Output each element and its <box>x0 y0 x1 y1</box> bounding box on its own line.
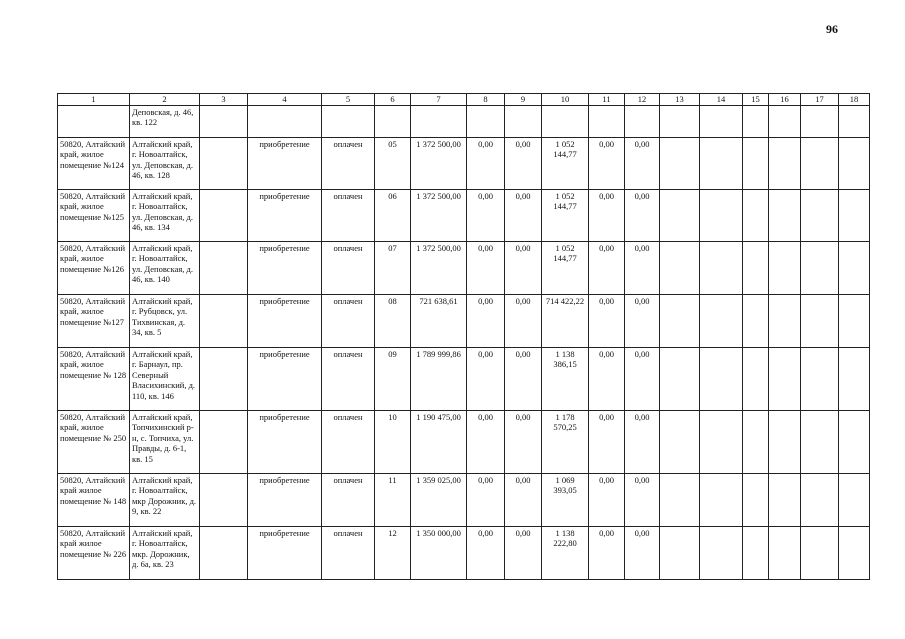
col11-value: 0,00 <box>589 347 625 410</box>
col12-value: 0,00 <box>625 410 660 473</box>
col8-value: 0,00 <box>467 294 505 347</box>
object-address: Алтайский край, г. Новоалтайск, ул. Деповская, д. 46, кв. 134 <box>130 189 200 241</box>
cost-value: 1 359 025,00 <box>411 473 467 526</box>
table-row <box>58 347 870 410</box>
col15-cell <box>743 526 769 579</box>
object-address: Алтайский край, г. Барнаул, пр. Северный Власихинский, д. 110, кв. 146 <box>130 347 200 410</box>
col12-value: 0,00 <box>625 347 660 410</box>
col17-cell <box>801 526 839 579</box>
col18-cell <box>839 410 870 473</box>
header-cell: 2 <box>130 94 200 106</box>
col18-cell <box>839 347 870 410</box>
object-name: 50820, Алтайский край, жилое помещение №124 <box>58 137 130 189</box>
col14-cell <box>700 410 743 473</box>
object-name: 50820, Алтайский край, жилое помещение №126 <box>58 241 130 294</box>
header-cell: 16 <box>769 94 801 106</box>
col3-cell <box>200 526 248 579</box>
row-number: 11 <box>375 473 411 526</box>
col8-value: 0,00 <box>467 137 505 189</box>
col12-value: 0,00 <box>625 473 660 526</box>
table-row <box>58 189 870 241</box>
object-name: 50820, Алтайский край, жилое помещение №125 <box>58 189 130 241</box>
col18-cell <box>839 241 870 294</box>
header-cell: 6 <box>375 94 411 106</box>
col14-cell <box>700 473 743 526</box>
col10-value: 1 052 144,77 <box>542 137 589 189</box>
header-cell: 17 <box>801 94 839 106</box>
col15-cell <box>743 347 769 410</box>
row-number: 07 <box>375 241 411 294</box>
col14-cell <box>700 347 743 410</box>
header-cell: 11 <box>589 94 625 106</box>
cost-value: 1 789 999,86 <box>411 347 467 410</box>
col8-value: 0,00 <box>467 241 505 294</box>
col16-cell <box>769 294 801 347</box>
table-row <box>58 410 870 473</box>
payment-status: оплачен <box>322 241 375 294</box>
col14-cell <box>700 241 743 294</box>
col16-cell <box>769 526 801 579</box>
col3-cell <box>200 410 248 473</box>
col3-cell <box>200 241 248 294</box>
table-row <box>58 473 870 526</box>
col9-value: 0,00 <box>505 347 542 410</box>
col16-cell <box>769 241 801 294</box>
object-address: Алтайский край, г. Новоалтайск, мкр. Дорожник, д. 6а, кв. 23 <box>130 526 200 579</box>
col18-cell <box>839 473 870 526</box>
col15-cell <box>743 241 769 294</box>
col13-cell <box>660 526 700 579</box>
object-name: 50820, Алтайский край жилое помещение № 226 <box>58 526 130 579</box>
continuation-row <box>58 105 870 137</box>
object-address: Алтайский край, г. Рубцовск, ул. Тихвинская, д. 34, кв. 5 <box>130 294 200 347</box>
table-row <box>58 137 870 189</box>
col10-value: 714 422,22 <box>542 294 589 347</box>
header-cell: 14 <box>700 94 743 106</box>
col11-value: 0,00 <box>589 294 625 347</box>
acquisition-basis: приобретение <box>248 526 322 579</box>
col13-cell <box>660 347 700 410</box>
header-cell: 8 <box>467 94 505 106</box>
page-number: 96 <box>826 22 838 36</box>
row-number: 10 <box>375 410 411 473</box>
col10-value: 1 178 570,25 <box>542 410 589 473</box>
col3-cell <box>200 347 248 410</box>
col10-value: 1 052 144,77 <box>542 241 589 294</box>
cost-value: 1 372 500,00 <box>411 137 467 189</box>
object-address: Алтайский край, Топчихинский р-н, с. Топчиха, ул. Правды, д. 6-1, кв. 15 <box>130 410 200 473</box>
acquisition-basis: приобретение <box>248 347 322 410</box>
table-row <box>58 241 870 294</box>
col10-value: 1 069 393,05 <box>542 473 589 526</box>
col10-value: 1 138 386,15 <box>542 347 589 410</box>
col11-value: 0,00 <box>589 189 625 241</box>
row-number: 06 <box>375 189 411 241</box>
col3-cell <box>200 473 248 526</box>
header-cell: 5 <box>322 94 375 106</box>
header-row <box>58 94 870 106</box>
continuation-address: Деповская, д. 46, кв. 122 <box>130 105 200 137</box>
col9-value: 0,00 <box>505 410 542 473</box>
col15-cell <box>743 473 769 526</box>
col9-value: 0,00 <box>505 473 542 526</box>
col17-cell <box>801 189 839 241</box>
col8-value: 0,00 <box>467 526 505 579</box>
col17-cell <box>801 410 839 473</box>
col8-value: 0,00 <box>467 347 505 410</box>
col17-cell <box>801 347 839 410</box>
cost-value: 1 190 475,00 <box>411 410 467 473</box>
col9-value: 0,00 <box>505 526 542 579</box>
col15-cell <box>743 294 769 347</box>
col9-value: 0,00 <box>505 241 542 294</box>
payment-status: оплачен <box>322 189 375 241</box>
col13-cell <box>660 473 700 526</box>
col13-cell <box>660 137 700 189</box>
col3-cell <box>200 189 248 241</box>
col13-cell <box>660 189 700 241</box>
col17-cell <box>801 241 839 294</box>
acquisition-basis: приобретение <box>248 473 322 526</box>
col13-cell <box>660 294 700 347</box>
payment-status: оплачен <box>322 410 375 473</box>
col15-cell <box>743 189 769 241</box>
register-table <box>57 93 870 580</box>
payment-status: оплачен <box>322 473 375 526</box>
col17-cell <box>801 294 839 347</box>
acquisition-basis: приобретение <box>248 241 322 294</box>
payment-status: оплачен <box>322 347 375 410</box>
header-cell: 4 <box>248 94 322 106</box>
col15-cell <box>743 410 769 473</box>
object-address: Алтайский край, г. Новоалтайск, ул. Деповская, д. 46, кв. 140 <box>130 241 200 294</box>
acquisition-basis: приобретение <box>248 137 322 189</box>
col9-value: 0,00 <box>505 294 542 347</box>
col18-cell <box>839 526 870 579</box>
col9-value: 0,00 <box>505 137 542 189</box>
col12-value: 0,00 <box>625 241 660 294</box>
col17-cell <box>801 137 839 189</box>
col10-value: 1 138 222,80 <box>542 526 589 579</box>
col18-cell <box>839 294 870 347</box>
col18-cell <box>839 137 870 189</box>
acquisition-basis: приобретение <box>248 410 322 473</box>
object-address: Алтайский край, г. Новоалтайск, ул. Деповская, д. 46, кв. 128 <box>130 137 200 189</box>
header-cell: 13 <box>660 94 700 106</box>
col3-cell <box>200 137 248 189</box>
payment-status: оплачен <box>322 137 375 189</box>
col18-cell <box>839 189 870 241</box>
object-name: 50820, Алтайский край жилое помещение № 148 <box>58 473 130 526</box>
header-cell: 15 <box>743 94 769 106</box>
col16-cell <box>769 410 801 473</box>
col8-value: 0,00 <box>467 189 505 241</box>
table-row <box>58 294 870 347</box>
payment-status: оплачен <box>322 294 375 347</box>
col8-value: 0,00 <box>467 473 505 526</box>
col11-value: 0,00 <box>589 241 625 294</box>
object-name: 50820, Алтайский край, жилое помещение № 128 <box>58 347 130 410</box>
col11-value: 0,00 <box>589 473 625 526</box>
header-cell: 12 <box>625 94 660 106</box>
col12-value: 0,00 <box>625 294 660 347</box>
col14-cell <box>700 137 743 189</box>
header-cell: 9 <box>505 94 542 106</box>
row-number: 09 <box>375 347 411 410</box>
col13-cell <box>660 241 700 294</box>
header-cell: 1 <box>58 94 130 106</box>
row-number: 05 <box>375 137 411 189</box>
col13-cell <box>660 410 700 473</box>
col11-value: 0,00 <box>589 137 625 189</box>
col14-cell <box>700 294 743 347</box>
payment-status: оплачен <box>322 526 375 579</box>
object-name: 50820, Алтайский край, жилое помещение № 250 <box>58 410 130 473</box>
col9-value: 0,00 <box>505 189 542 241</box>
col12-value: 0,00 <box>625 526 660 579</box>
object-name: 50820, Алтайский край, жилое помещение №127 <box>58 294 130 347</box>
col15-cell <box>743 137 769 189</box>
object-address: Алтайский край, г. Новоалтайск, мкр Дорожник, д. 9, кв. 22 <box>130 473 200 526</box>
col11-value: 0,00 <box>589 410 625 473</box>
header-cell: 7 <box>411 94 467 106</box>
col14-cell <box>700 189 743 241</box>
cost-value: 1 372 500,00 <box>411 189 467 241</box>
col12-value: 0,00 <box>625 189 660 241</box>
row-number: 08 <box>375 294 411 347</box>
col16-cell <box>769 189 801 241</box>
header-cell: 18 <box>839 94 870 106</box>
table-row <box>58 526 870 579</box>
col17-cell <box>801 473 839 526</box>
header-cell: 3 <box>200 94 248 106</box>
row-number: 12 <box>375 526 411 579</box>
header-cell: 10 <box>542 94 589 106</box>
col14-cell <box>700 526 743 579</box>
col16-cell <box>769 137 801 189</box>
col10-value: 1 052 144,77 <box>542 189 589 241</box>
cost-value: 721 638,61 <box>411 294 467 347</box>
col12-value: 0,00 <box>625 137 660 189</box>
acquisition-basis: приобретение <box>248 189 322 241</box>
cost-value: 1 372 500,00 <box>411 241 467 294</box>
col16-cell <box>769 473 801 526</box>
col8-value: 0,00 <box>467 410 505 473</box>
col3-cell <box>200 294 248 347</box>
col11-value: 0,00 <box>589 526 625 579</box>
cost-value: 1 350 000,00 <box>411 526 467 579</box>
acquisition-basis: приобретение <box>248 294 322 347</box>
col16-cell <box>769 347 801 410</box>
